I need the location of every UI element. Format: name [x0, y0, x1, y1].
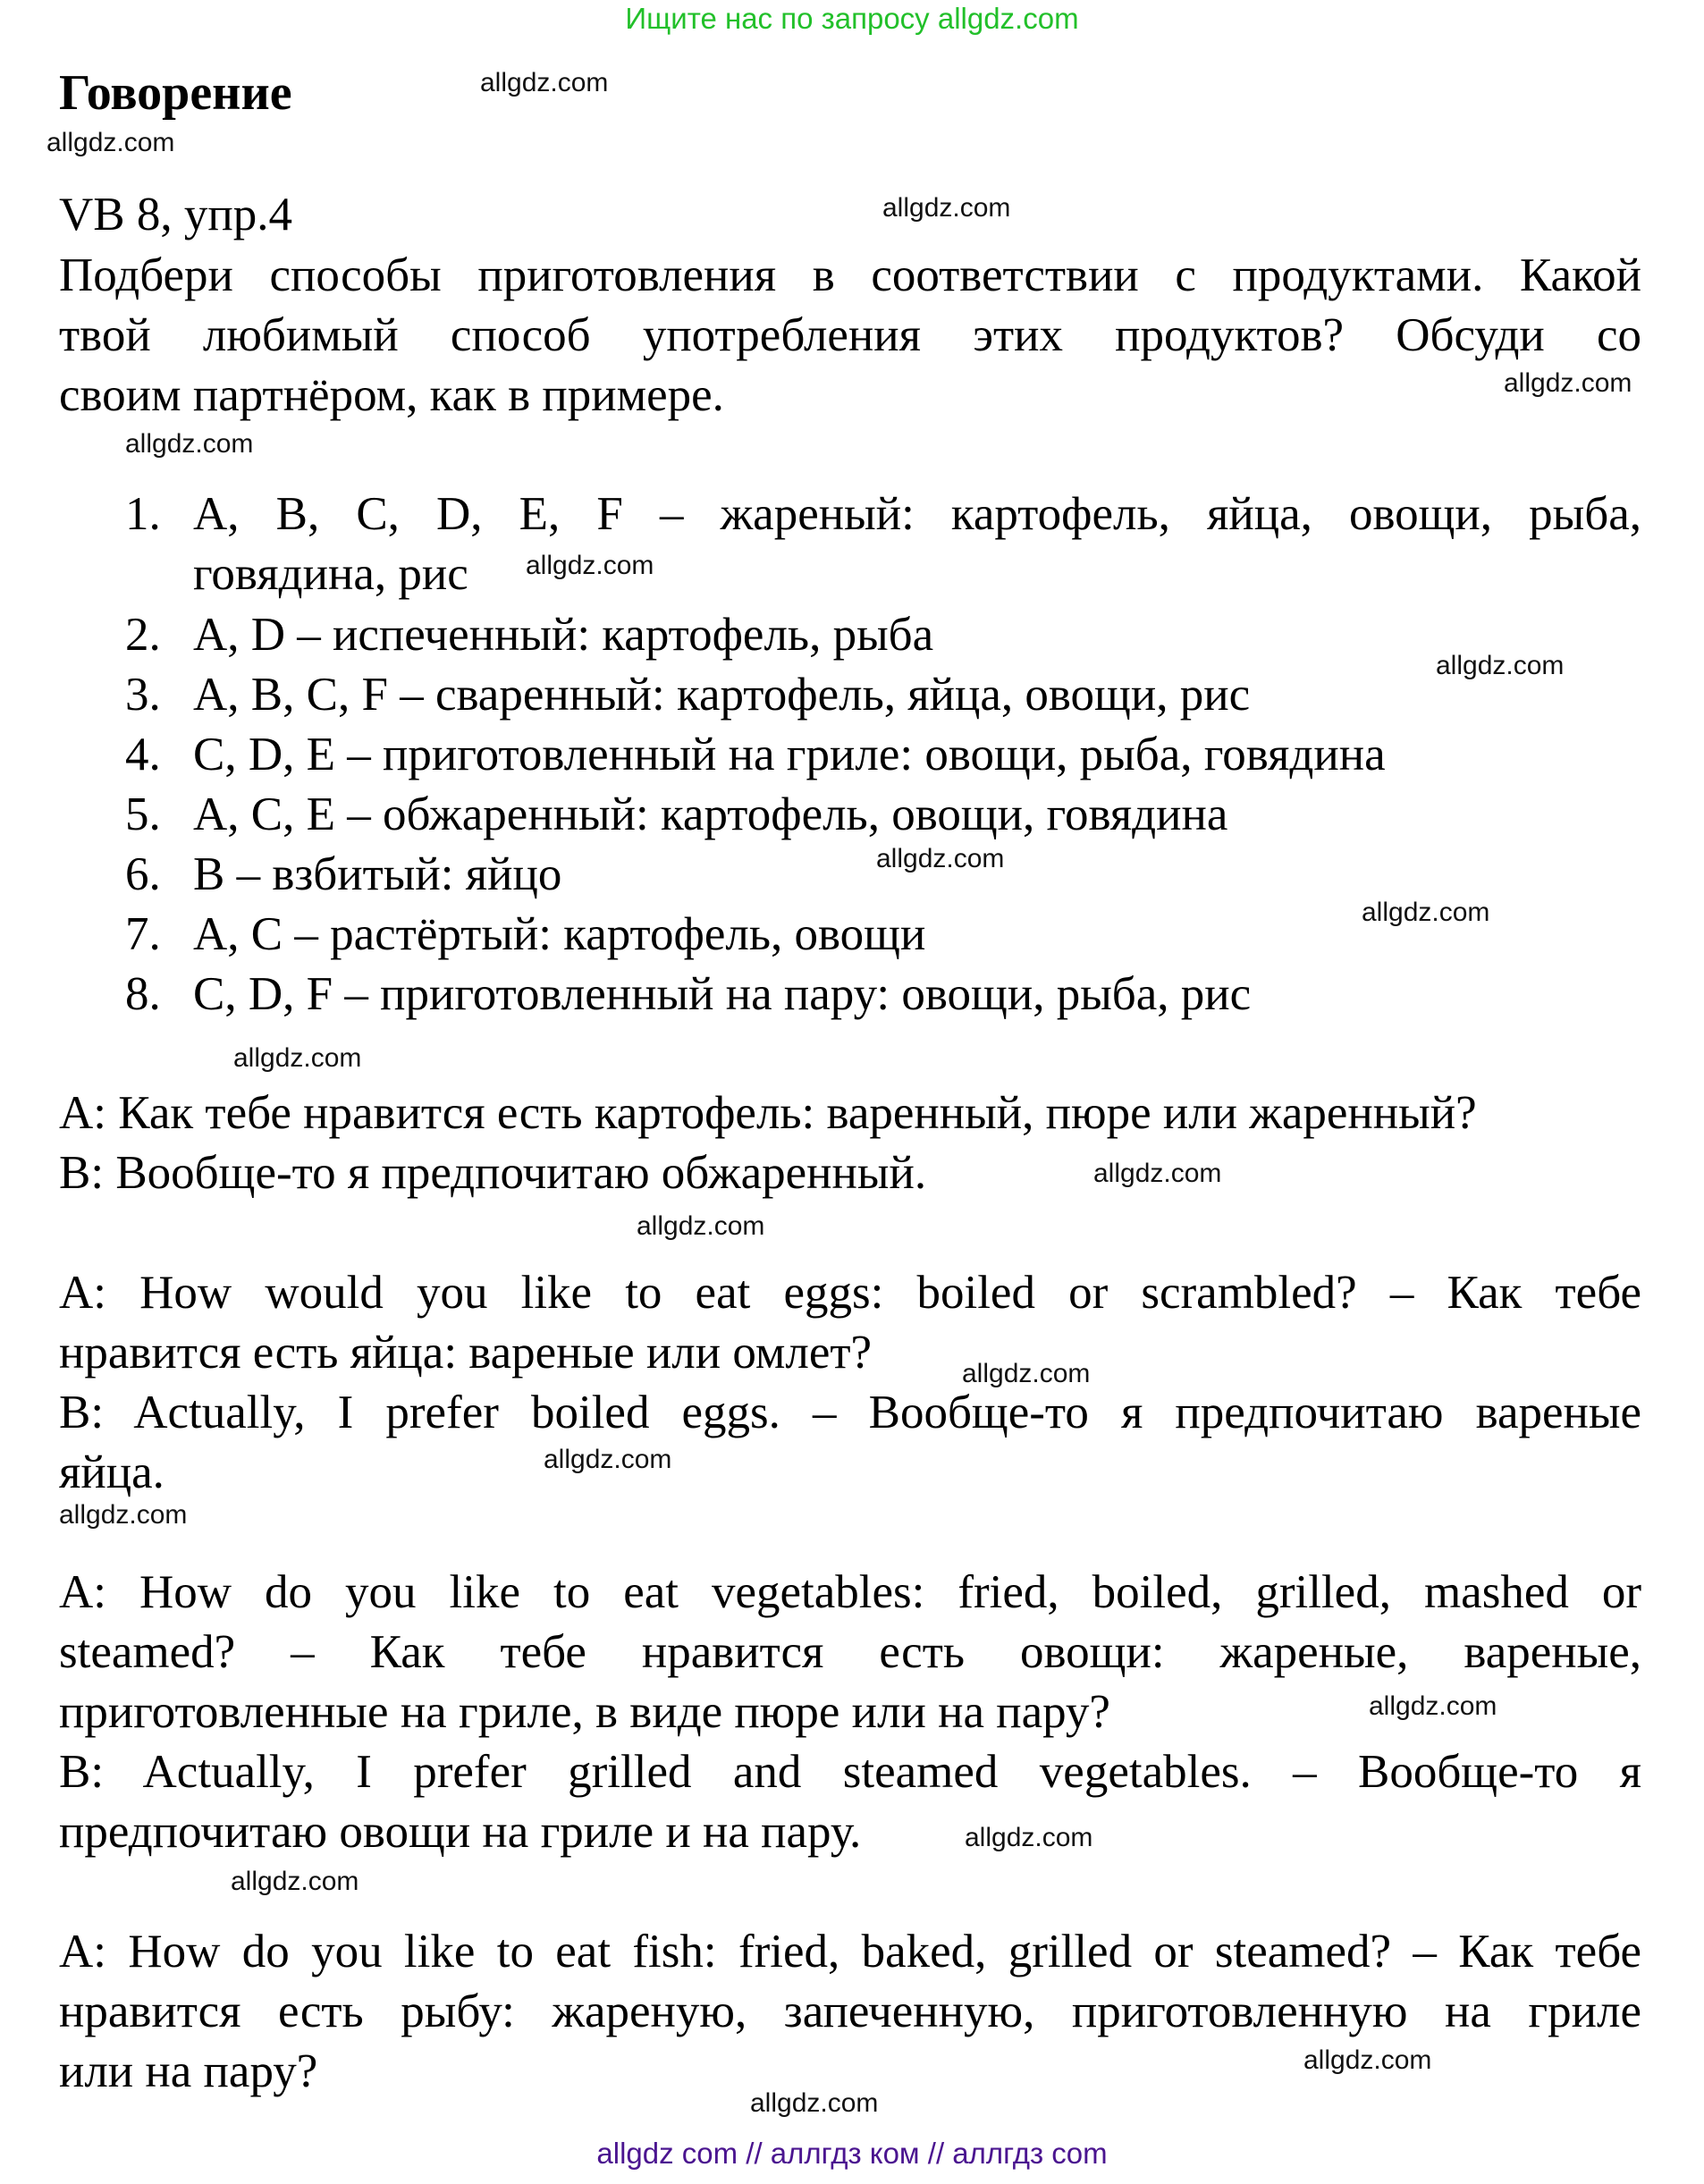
list-item-text: A, C, E – обжаренный: картофель, овощи, говядина	[193, 788, 1228, 840]
watermark: allgdz.com	[480, 68, 609, 97]
task-line-1: Подбери способы приготовления в соответствии с продуктами. Какой	[59, 249, 1641, 301]
list-item-number: 5.	[125, 788, 161, 840]
dialogue-3-line-4: B: Actually, I prefer grilled and steamed vegetables. – Вообще-то я	[59, 1746, 1641, 1798]
list-item-number: 7.	[125, 908, 161, 960]
list-item-number: 4.	[125, 729, 161, 780]
list-item-text: A, B, C, F – сваренный: картофель, яйца, овощи, рис	[193, 669, 1251, 721]
task-line-2: твой любимый способ употребления этих продуктов? Обсуди со	[59, 309, 1641, 361]
list-item-text: B – взбитый: яйцо	[193, 848, 562, 900]
watermark: allgdz.com	[1093, 1159, 1222, 1188]
list-item	[125, 608, 933, 662]
dialogue-4-line-2: нравится есть рыбу: жареную, запеченную, приготовленную на гриле	[59, 1986, 1641, 2037]
list-item	[125, 907, 925, 961]
dialogue-2-line-2: нравится есть яйца: вареные или омлет?	[59, 1327, 873, 1379]
section-heading: Говорение	[59, 65, 292, 121]
watermark: allgdz.com	[125, 429, 254, 459]
list-item	[125, 788, 1227, 841]
list-item	[125, 728, 1386, 781]
list-item-continuation: говядина, рис	[193, 548, 468, 600]
list-item-text: C, D, F – приготовленный на пару: овощи, рыба, рис	[193, 968, 1252, 1020]
dialogue-4-line-1: A: How do you like to eat fish: fried, baked, grilled or steamed? – Как тебе	[59, 1926, 1641, 1977]
watermark: allgdz.com	[962, 1359, 1091, 1388]
watermark: allgdz.com	[876, 844, 1005, 873]
watermark: allgdz.com	[46, 128, 175, 157]
dialogue-3-line-5: предпочитаю овощи на гриле и на пару.	[59, 1806, 862, 1858]
task-line-3: своим партнёром, как в примере.	[59, 369, 724, 421]
list-item-text: A, C – растёртый: картофель, овощи	[193, 908, 926, 960]
list-item-number: 6.	[125, 848, 161, 900]
watermark: allgdz.com	[1303, 2045, 1432, 2075]
list-item	[125, 967, 1251, 1021]
list-item-number: 1.	[125, 488, 161, 540]
watermark: allgdz.com	[1369, 1691, 1497, 1721]
list-item-text: A, B, C, D, E, F – жареный: картофель, яйца, овощи, рыба,	[193, 488, 1641, 540]
list-item	[125, 487, 1641, 541]
list-item-number: 3.	[125, 669, 161, 721]
watermark: allgdz.com	[882, 193, 1011, 223]
dialogue-1-line-b: B: Вообще-то я предпочитаю обжаренный.	[59, 1147, 927, 1199]
watermark: allgdz.com	[1362, 898, 1490, 927]
list-item-text: C, D, E – приготовленный на гриле: овощи, рыба, говядина	[193, 729, 1386, 780]
dialogue-1-line-a: A: Как тебе нравится есть картофель: варенный, пюре или жаренный?	[59, 1087, 1477, 1139]
watermark: allgdz.com	[637, 1211, 765, 1241]
watermark: allgdz.com	[1504, 368, 1632, 398]
dialogue-2-line-3: B: Actually, I prefer boiled eggs. – Вообще-то я предпочитаю вареные	[59, 1387, 1641, 1438]
exercise-reference: VB 8, упр.4	[59, 189, 292, 240]
watermark: allgdz.com	[233, 1043, 362, 1073]
dialogue-2-line-4: яйца.	[59, 1446, 164, 1498]
list-item-number: 8.	[125, 968, 161, 1020]
watermark: allgdz.com	[231, 1867, 359, 1896]
dialogue-4-line-3: или на пару?	[59, 2045, 318, 2097]
watermark: allgdz.com	[1436, 651, 1565, 680]
dialogue-2-line-1: A: How would you like to eat eggs: boiled or scrambled? – Как тебе	[59, 1267, 1641, 1319]
list-item	[125, 668, 1250, 721]
list-item-number: 2.	[125, 609, 161, 661]
dialogue-3-line-1: A: How do you like to eat vegetables: fried, boiled, grilled, mashed or	[59, 1566, 1641, 1618]
list-item-text: A, D – испеченный: картофель, рыба	[193, 609, 934, 661]
search-banner: Ищите нас по запросу allgdz.com	[625, 2, 1079, 35]
list-item	[125, 847, 561, 901]
watermark: allgdz.com	[59, 1500, 188, 1530]
dialogue-3-line-3: приготовленные на гриле, в виде пюре или на пару?	[59, 1686, 1110, 1738]
watermark: allgdz.com	[750, 2088, 879, 2118]
dialogue-3-line-2: steamed? – Как тебе нравится есть овощи: жареные, вареные,	[59, 1626, 1641, 1678]
footer-watermark: allgdz com // аллгдз ком // аллгдз com	[596, 2137, 1108, 2170]
watermark: allgdz.com	[526, 551, 654, 580]
watermark: allgdz.com	[544, 1445, 672, 1474]
watermark: allgdz.com	[965, 1823, 1093, 1852]
